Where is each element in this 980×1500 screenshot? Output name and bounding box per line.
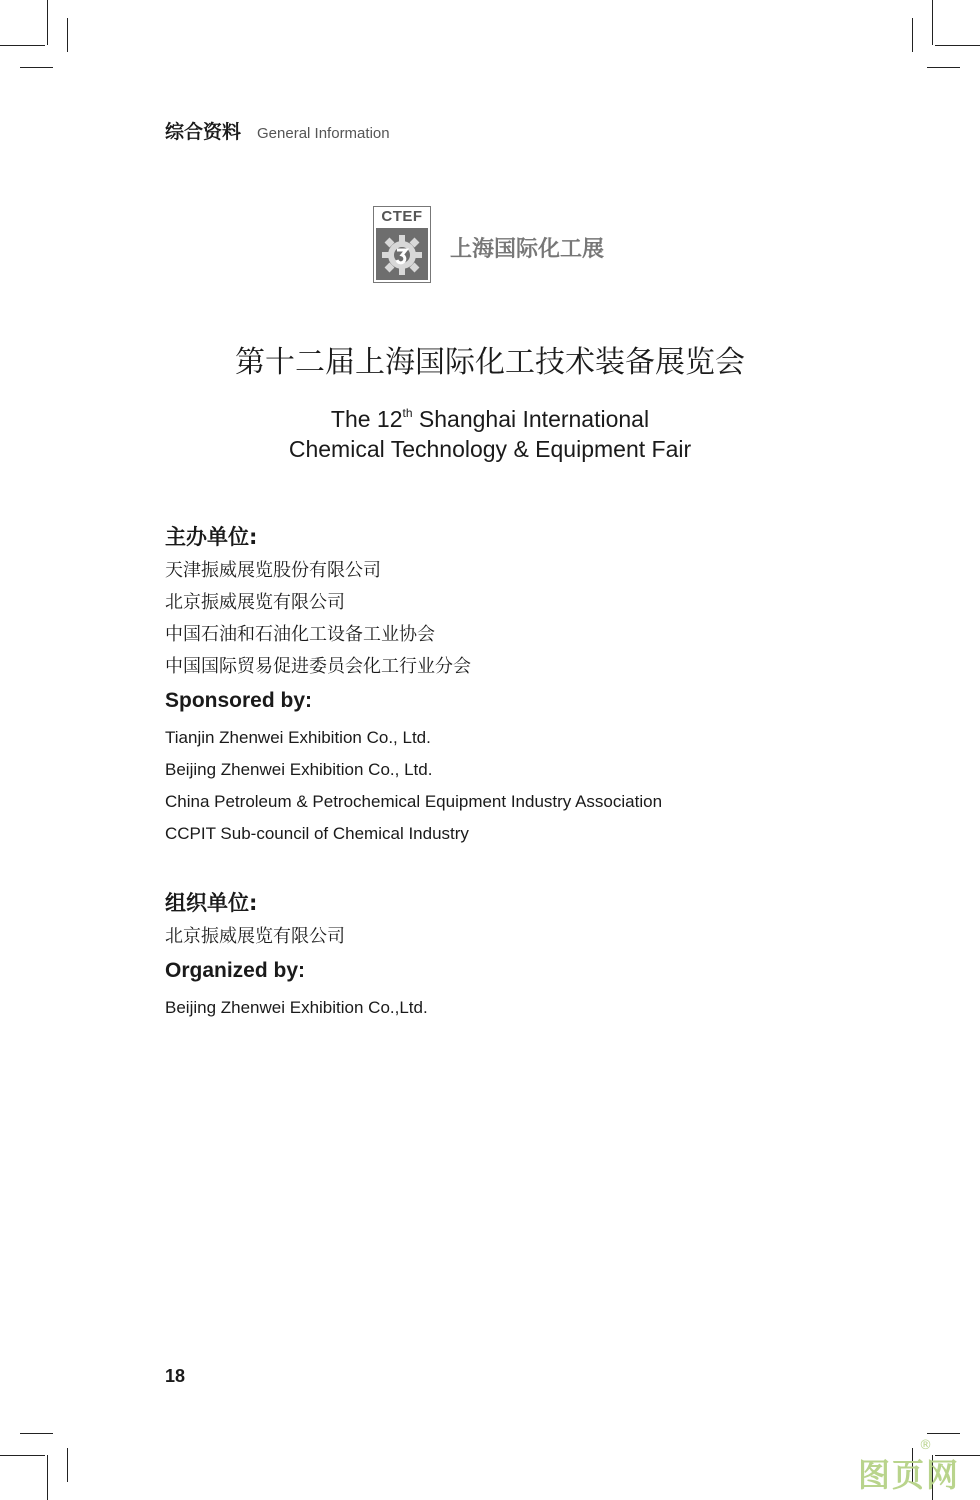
title-en-line1: The 12th Shanghai International (330, 406, 650, 432)
list-item: 天津振威展览股份有限公司 (165, 560, 381, 581)
list-item: 中国石油和石油化工设备工业协会 (165, 624, 435, 645)
organizers-list-cn (165, 921, 345, 953)
crop-mark (0, 45, 45, 46)
title-en-line2: Chemical Technology & Equipment Fair (288, 436, 692, 462)
list-item: 北京振威展览有限公司 (165, 926, 345, 947)
crop-mark (47, 1455, 48, 1500)
organizers-heading-cn: 组织单位: (165, 891, 258, 915)
crop-mark (67, 1448, 68, 1482)
crop-mark (912, 18, 913, 52)
watermark-logo: 图页网 (858, 1456, 961, 1494)
sponsors-heading-cn: 主办单位: (165, 525, 258, 549)
page-title-cn: 第十二届上海国际化工技术装备展览会 (235, 345, 745, 380)
logo-acronym: CTEF (381, 208, 423, 225)
crop-mark (935, 45, 980, 46)
section-title-en: General Information (257, 125, 390, 142)
list-item: CCPIT Sub-council of Chemical Industry (165, 824, 469, 843)
sponsors-list-en (165, 722, 662, 850)
registered-mark: ® (919, 1438, 932, 1453)
gear-icon (376, 228, 428, 280)
crop-mark (927, 1433, 960, 1434)
list-item: Beijing Zhenwei Exhibition Co.,Ltd. (165, 998, 428, 1017)
section-title-cn: 综合资料 (165, 121, 242, 143)
running-header (165, 117, 390, 144)
sponsors-list-cn (165, 555, 471, 683)
crop-mark (20, 1433, 53, 1434)
crop-mark (927, 67, 960, 68)
crop-mark (47, 0, 48, 45)
list-item: 北京振威展览有限公司 (165, 592, 345, 613)
crop-mark (20, 67, 53, 68)
list-item: 中国国际贸易促进委员会化工行业分会 (165, 656, 471, 677)
page-title-en (0, 404, 980, 464)
organizers-list-en (165, 992, 428, 1024)
page-number: 18 (165, 1366, 186, 1386)
list-item: Tianjin Zhenwei Exhibition Co., Ltd. (165, 728, 431, 747)
logo-name-cn: 上海国际化工展 (450, 237, 605, 262)
crop-mark (0, 1455, 45, 1456)
organizers-heading-en: Organized by: (165, 959, 306, 982)
list-item: Beijing Zhenwei Exhibition Co., Ltd. (165, 760, 433, 779)
sponsors-heading-en: Sponsored by: (165, 689, 313, 712)
crop-mark (67, 18, 68, 52)
list-item: China Petroleum & Petrochemical Equipment Industry Association (165, 792, 663, 811)
crop-mark (932, 0, 933, 45)
ctef-logo (373, 206, 431, 283)
